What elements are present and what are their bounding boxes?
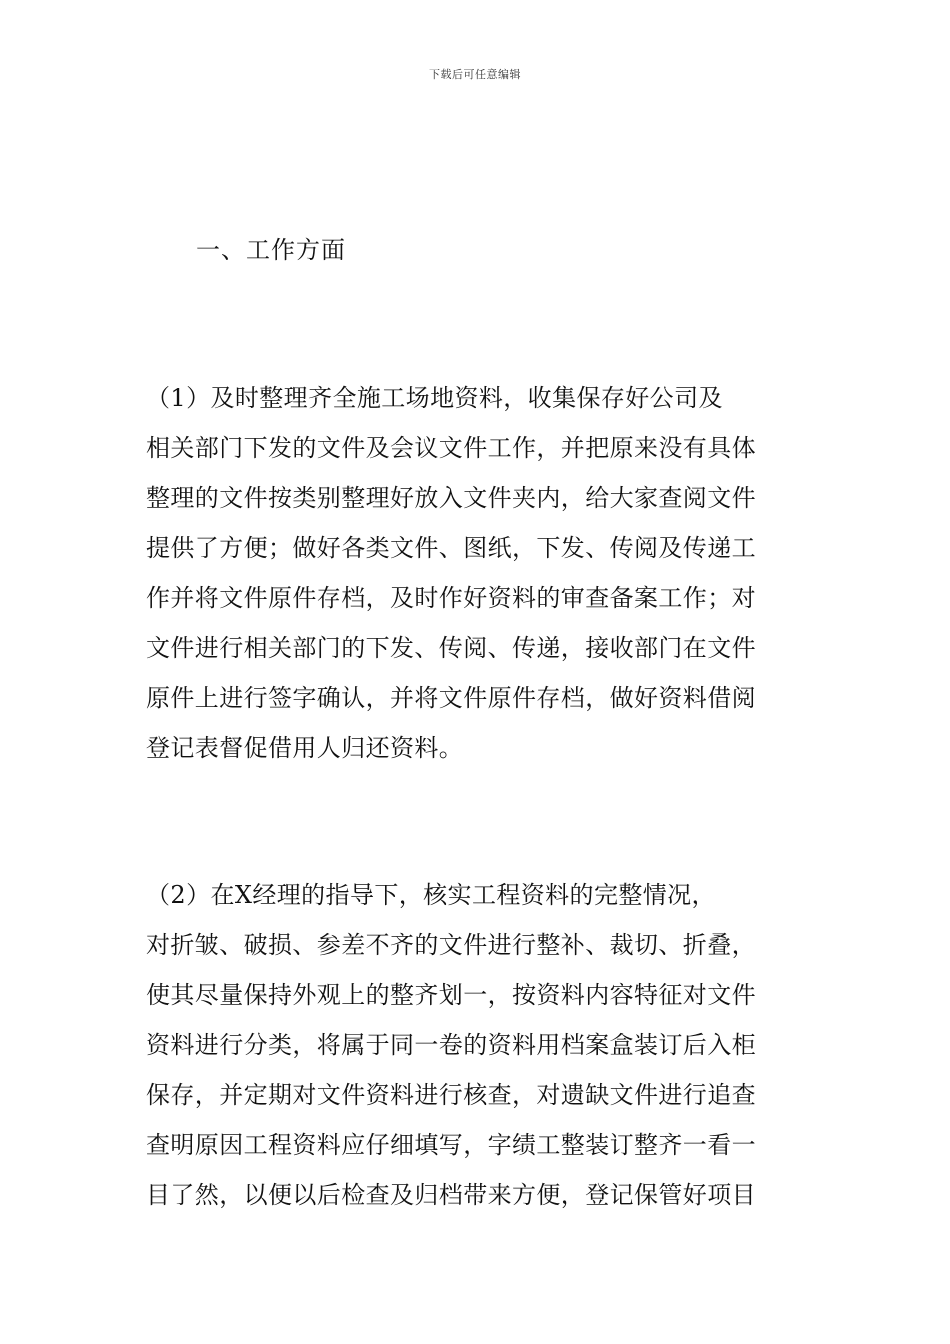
paragraph-1 <box>146 373 812 773</box>
paragraph-2-line: 对折皱、破损、参差不齐的文件进行整补、裁切、折叠， <box>146 931 756 959</box>
header-note: 下载后可任意编辑 <box>429 68 521 81</box>
paragraph-1-line: 提供了方便；做好各类文件、图纸，下发、传阅及传递工 <box>146 534 756 562</box>
paragraph-2-line: 目了然，以便以后检查及归档带来方便，登记保管好项目 <box>146 1181 756 1209</box>
paragraph-1-line: 原件上进行签字确认，并将文件原件存档，做好资料借阅 <box>146 684 756 712</box>
paragraph-1-line: 文件进行相关部门的下发、传阅、传递，接收部门在文件 <box>146 634 756 662</box>
paragraph-2-line: 使其尽量保持外观上的整齐划一，按资料内容特征对文件 <box>146 981 756 1009</box>
paragraph-2-line: 保存，并定期对文件资料进行核查，对遗缺文件进行追查 <box>146 1081 756 1109</box>
paragraph-1-line: 登记表督促借用人归还资料。 <box>146 734 464 762</box>
paragraph-2-line: （2）在X经理的指导下，核实工程资料的完整情况， <box>146 881 716 909</box>
paragraph-2 <box>146 870 812 1220</box>
paragraph-1-line: 相关部门下发的文件及会议文件工作，并把原来没有具体 <box>146 434 756 462</box>
paragraph-2-line: 查明原因工程资料应仔细填写，字绩工整装订整齐一看一 <box>146 1131 756 1159</box>
paragraph-1-line: 作并将文件原件存档，及时作好资料的审查备案工作；对 <box>146 584 756 612</box>
paragraph-1-line: （1）及时整理齐全施工场地资料，收集保存好公司及 <box>146 384 723 412</box>
section-heading: 一、工作方面 <box>196 236 346 264</box>
paragraph-1-line: 整理的文件按类别整理好放入文件夹内，给大家查阅文件 <box>146 484 756 512</box>
paragraph-2-line: 资料进行分类，将属于同一卷的资料用档案盒装订后入柜 <box>146 1031 756 1059</box>
